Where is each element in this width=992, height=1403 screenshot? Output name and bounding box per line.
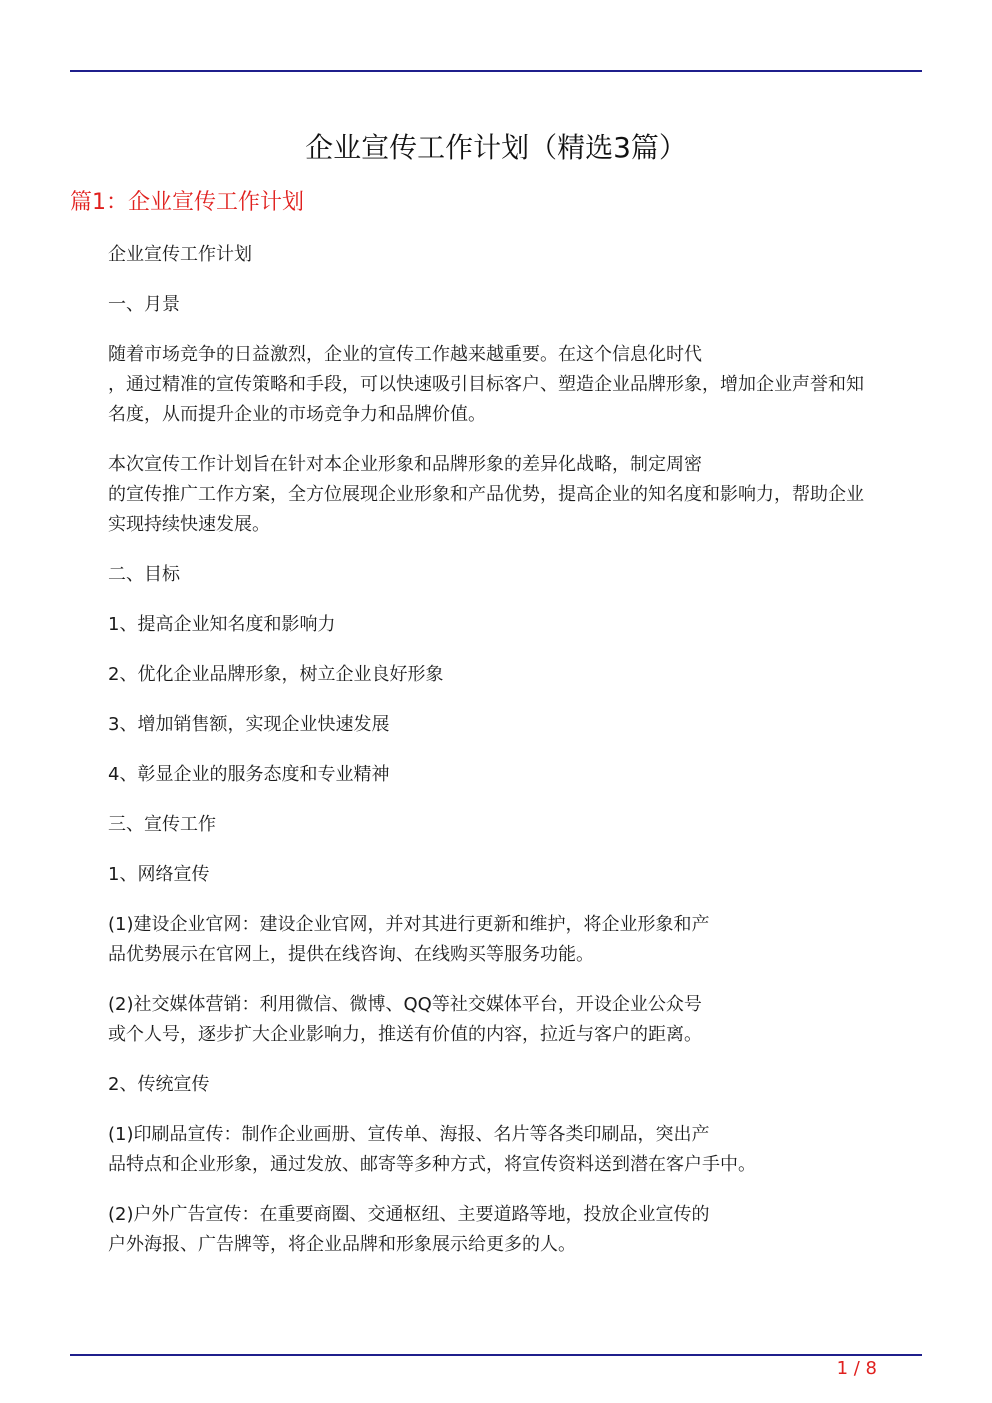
paragraph-line: 1、提高企业知名度和影响力 (108, 614, 336, 635)
paragraph (70, 290, 915, 320)
paragraph-line: 本次宣传工作计划旨在针对本企业形象和品牌形象的差异化战略，制定周密 (108, 454, 702, 475)
paragraph-line: 1、网络宣传 (108, 864, 210, 885)
paragraph (70, 560, 915, 590)
paragraph-line: (1)印刷品宣传：制作企业画册、宣传单、海报、名片等各类印刷品，突出产 (108, 1124, 710, 1145)
paragraph (70, 660, 915, 690)
paragraph-line: ，通过精准的宣传策略和手段，可以快速吸引目标客户、塑造企业品牌形象，增加企业声誉和知 (108, 374, 864, 395)
paragraph-line: 品优势展示在官网上，提供在线咨询、在线购买等服务功能。 (108, 944, 594, 965)
paragraph (70, 340, 915, 430)
paragraph (70, 990, 915, 1050)
footer-rule (70, 1354, 922, 1356)
document-title: 企业宣传工作计划（精选3篇） (305, 131, 687, 164)
paragraph-line: 一、月景 (108, 294, 180, 315)
paragraph-line: 或个人号，逐步扩大企业影响力，推送有价值的内容，拉近与客户的距离。 (108, 1024, 702, 1045)
paragraph (70, 910, 915, 970)
paragraph-line: 3、增加销售额，实现企业快速发展 (108, 714, 390, 735)
paragraph-line: (2)社交媒体营销：利用微信、微博、QQ等社交媒体平台，开设企业公众号 (108, 994, 702, 1015)
paragraph-line: 企业宣传工作计划 (108, 244, 252, 265)
paragraph-line: 2、传统宣传 (108, 1074, 210, 1095)
paragraph (70, 760, 915, 790)
paragraph (70, 610, 915, 640)
header-rule (70, 70, 922, 72)
paragraph (70, 450, 915, 540)
paragraph-line: 二、目标 (108, 564, 180, 585)
paragraph (70, 240, 915, 270)
paragraph (70, 710, 915, 740)
paragraph-line: 的宣传推广工作方案，全方位展现企业形象和产品优势，提高企业的知名度和影响力，帮助企业 (108, 484, 864, 505)
paragraph-line: 三、宣传工作 (108, 814, 216, 835)
section-heading: 篇1：企业宣传工作计划 (70, 190, 304, 215)
paragraph-line: 实现持续快速发展。 (108, 514, 270, 535)
document-body (70, 240, 915, 1280)
paragraph (70, 1120, 915, 1180)
paragraph-line: 户外海报、广告牌等，将企业品牌和形象展示给更多的人。 (108, 1234, 576, 1255)
page-indicator: 1 / 8 (836, 1358, 877, 1379)
paragraph-line: 随着市场竞争的日益激烈，企业的宣传工作越来越重要。在这个信息化时代 (108, 344, 702, 365)
paragraph (70, 1070, 915, 1100)
paragraph (70, 1200, 915, 1260)
paragraph-line: (1)建设企业官网：建设企业官网，并对其进行更新和维护，将企业形象和产 (108, 914, 710, 935)
paragraph (70, 810, 915, 840)
paragraph-line: 品特点和企业形象，通过发放、邮寄等多种方式，将宣传资料送到潜在客户手中。 (108, 1154, 756, 1175)
paragraph-line: 4、彰显企业的服务态度和专业精神 (108, 764, 390, 785)
paragraph-line: 2、优化企业品牌形象，树立企业良好形象 (108, 664, 444, 685)
paragraph (70, 860, 915, 890)
paragraph-line: (2)户外广告宣传：在重要商圈、交通枢纽、主要道路等地，投放企业宣传的 (108, 1204, 710, 1225)
paragraph-line: 名度，从而提升企业的市场竞争力和品牌价值。 (108, 404, 486, 425)
